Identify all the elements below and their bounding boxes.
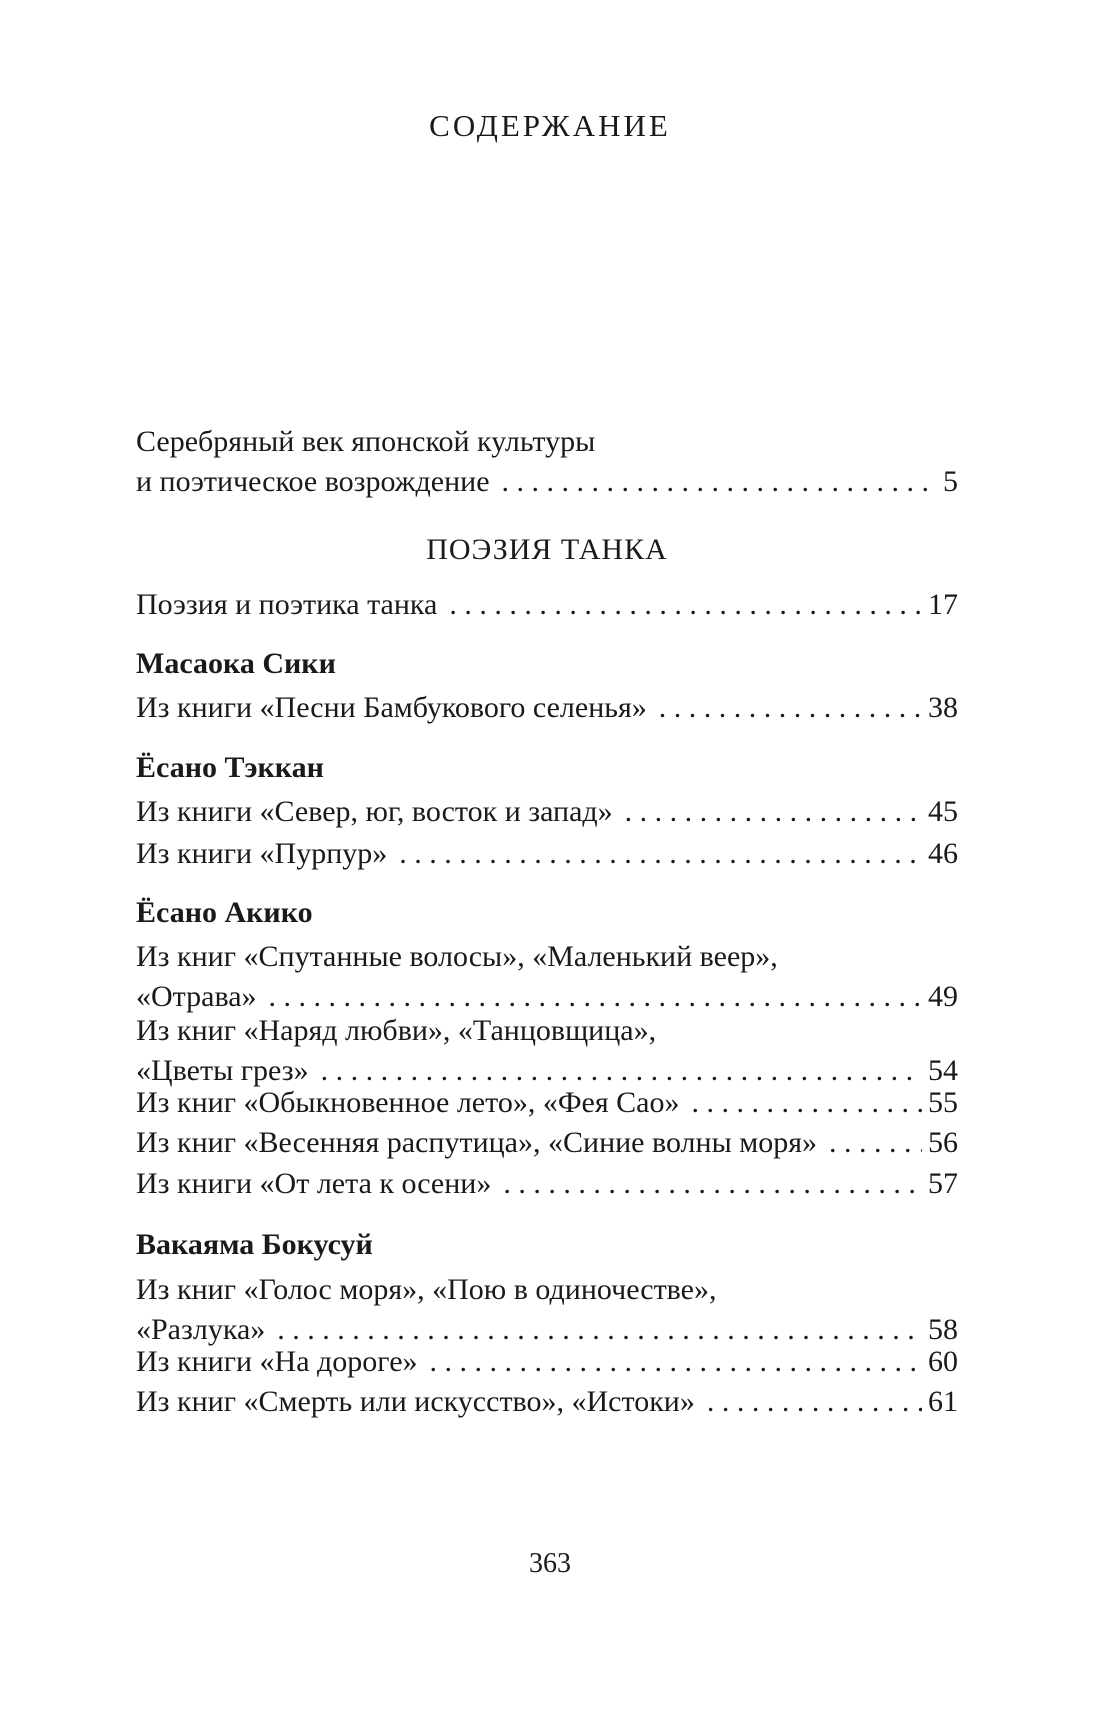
toc-entry[interactable] [136, 1123, 958, 1163]
toc-entry[interactable] [136, 834, 958, 874]
entry-page-number: 56 [928, 1126, 958, 1159]
toc-entry[interactable] [136, 1342, 958, 1382]
toc-entry[interactable] [136, 1382, 958, 1422]
entry-title: «Разлука» [136, 1313, 266, 1346]
dot-leader [625, 792, 922, 832]
entry-title: Из книг «Смерть или искусство», «Истоки» [136, 1385, 695, 1418]
author-name-wakayama-bokusui: Вакаяма Бокусуй [136, 1228, 373, 1261]
dot-leader [829, 1123, 922, 1163]
dot-leader [399, 834, 922, 874]
author-name-masaoka-shiki: Масаока Сики [136, 647, 336, 680]
entry-page-number: 54 [928, 1054, 958, 1087]
toc-entry-intro[interactable] [136, 422, 958, 502]
dot-leader [659, 688, 922, 728]
toc-entry[interactable] [136, 1011, 958, 1091]
entry-title-line1: Серебряный век японской культуры [136, 425, 596, 458]
toc-entry-poetics[interactable] [136, 585, 958, 625]
dot-leader [691, 1083, 922, 1123]
toc-entry[interactable] [136, 1083, 958, 1123]
entry-title: Из книги «От лета к осени» [136, 1167, 492, 1200]
entry-page-number: 45 [928, 795, 958, 828]
entry-title: Из книг «Весенняя распутица», «Синие волны моря» [136, 1126, 818, 1159]
table-of-contents [136, 0, 958, 1721]
entry-page-number: 38 [928, 691, 958, 724]
entry-title: Из книг «Обыкновенное лето», «Фея Сао» [136, 1086, 680, 1119]
author-name-yosano-akiko: Ёсано Акико [136, 896, 313, 929]
entry-page-number: 55 [928, 1086, 958, 1119]
entry-title-line1: Из книг «Наряд любви», «Танцовщица», [136, 1014, 657, 1047]
entry-title-line1: Из книг «Спутанные волосы», «Маленький веер», [136, 940, 778, 973]
entry-title: Поэзия и поэтика танка [136, 588, 438, 621]
entry-title: и поэтическое возрождение [136, 465, 490, 498]
author-name-yosano-tekkan: Ёсано Тэккан [136, 751, 324, 784]
dot-leader [430, 1342, 922, 1382]
entry-title: «Цветы грез» [136, 1054, 309, 1087]
entry-page-number: 17 [928, 588, 958, 621]
entry-title: Из книги «Пурпур» [136, 837, 388, 870]
dot-leader [707, 1382, 922, 1422]
entry-title-line1: Из книг «Голос моря», «Пою в одиночестве», [136, 1273, 717, 1306]
toc-entry[interactable] [136, 937, 958, 1017]
section-heading: ПОЭЗИЯ ТАНКА [426, 533, 668, 566]
toc-entry[interactable] [136, 1164, 958, 1204]
entry-page-number: 46 [928, 837, 958, 870]
entry-page-number: 57 [928, 1167, 958, 1200]
dot-leader [502, 462, 937, 502]
entry-page-number: 49 [928, 980, 958, 1013]
page-title: СОДЕРЖАНИЕ [429, 108, 671, 143]
page-number-folio: 363 [529, 1548, 571, 1579]
entry-page-number: 60 [928, 1345, 958, 1378]
toc-entry[interactable] [136, 688, 958, 728]
entry-page-number: 61 [928, 1385, 958, 1418]
toc-entry[interactable] [136, 792, 958, 832]
toc-entry[interactable] [136, 1270, 958, 1350]
entry-title: Из книги «Песни Бамбукового селенья» [136, 691, 647, 724]
dot-leader [503, 1164, 922, 1204]
entry-title: «Отрава» [136, 980, 257, 1013]
dot-leader [449, 585, 922, 625]
entry-title: Из книги «Север, юг, восток и запад» [136, 795, 613, 828]
entry-page-number: 5 [943, 465, 958, 498]
entry-title: Из книги «На дороге» [136, 1345, 418, 1378]
entry-page-number: 58 [928, 1313, 958, 1346]
